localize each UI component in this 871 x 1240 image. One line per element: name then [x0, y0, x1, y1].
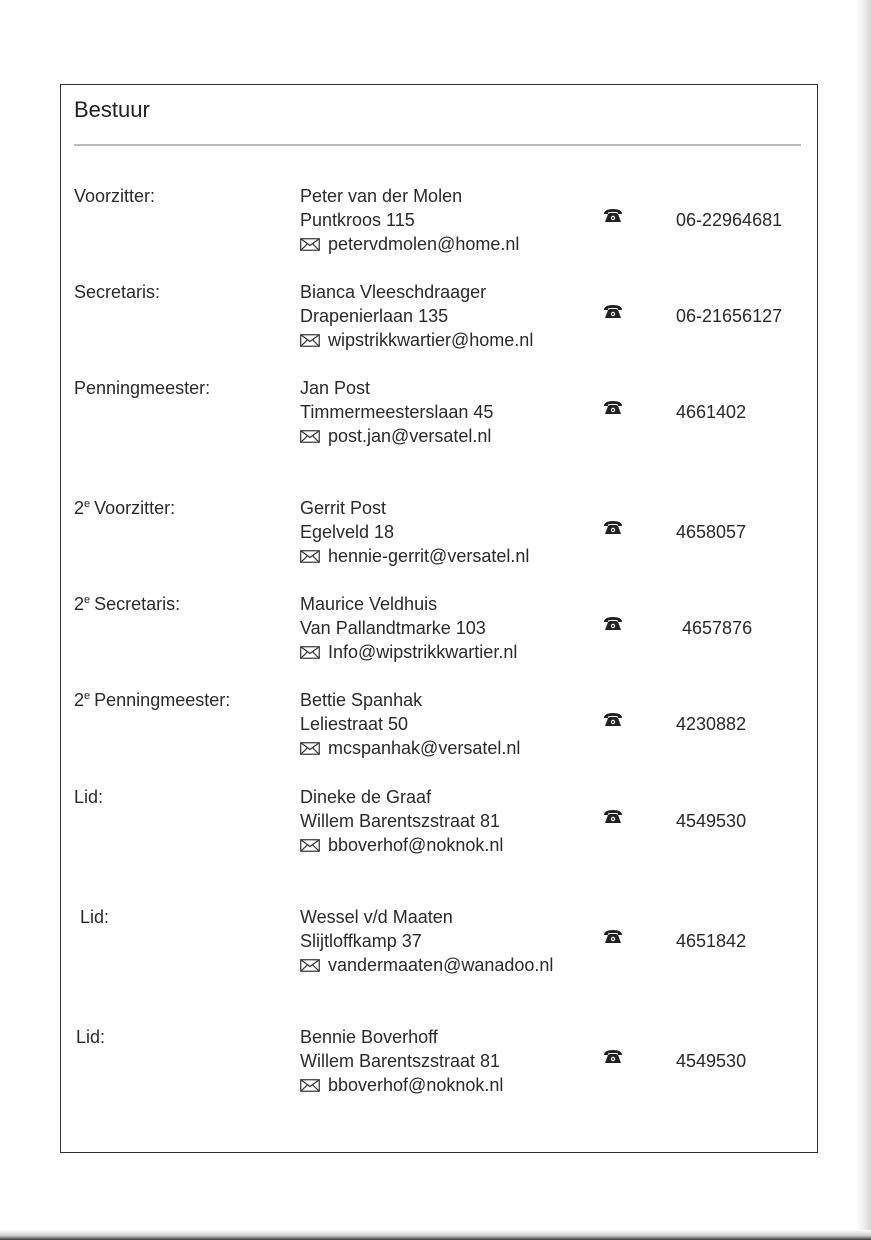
email-address[interactable]: wipstrikkwartier@home.nl [328, 330, 534, 350]
email-address[interactable]: Info@wipstrikkwartier.nl [328, 642, 518, 662]
role-label [80, 905, 109, 929]
email-address[interactable]: hennie-gerrit@versatel.nl [328, 546, 530, 566]
member-address: Timmermeesterslaan 45 [300, 402, 494, 422]
role-label [74, 376, 210, 400]
role-text: Penningmeester: [74, 378, 211, 398]
title-divider [74, 144, 801, 146]
phone-number: 06-22964681 [676, 210, 783, 230]
email-line [300, 544, 529, 568]
telephone-icon [603, 400, 623, 416]
member-name: Bettie Spanhak [300, 690, 423, 710]
phone-number: 4549530 [676, 811, 747, 831]
role-label [74, 688, 230, 712]
member-name: Bianca Vleeschdraager [300, 282, 487, 302]
board-entry [0, 592, 871, 668]
role-ordinal-suffix: e [84, 594, 91, 606]
member-address: Leliestraat 50 [300, 714, 409, 734]
phone-number: 4230882 [676, 714, 747, 734]
telephone-icon [603, 712, 623, 728]
board-entry [0, 184, 871, 260]
page-edge-bottom [0, 1230, 871, 1240]
telephone-icon [603, 809, 623, 825]
member-name: Bennie Boverhoff [300, 1027, 438, 1047]
contact-info [300, 688, 520, 760]
phone-number: 4549530 [676, 1051, 747, 1071]
email-address[interactable]: post.jan@versatel.nl [328, 426, 492, 446]
role-text: Lid: [80, 907, 110, 927]
member-name: Dineke de Graaf [300, 787, 432, 807]
board-entry [0, 905, 871, 981]
email-line [300, 640, 517, 664]
role-ordinal-suffix: e [84, 690, 91, 702]
envelope-icon [300, 550, 320, 563]
role-label [74, 280, 160, 304]
envelope-icon [300, 430, 320, 443]
email-address[interactable]: bboverhof@noknok.nl [328, 835, 504, 855]
role-label [76, 1025, 105, 1049]
envelope-icon [300, 959, 320, 972]
contact-info [300, 592, 517, 664]
contact-info [300, 184, 519, 256]
board-entry [0, 496, 871, 572]
email-line [300, 736, 520, 760]
phone-number: 4661402 [676, 402, 747, 422]
role-text: Penningmeester: [94, 690, 231, 710]
contact-info [300, 376, 493, 448]
member-address: Willem Barentszstraat 81 [300, 811, 501, 831]
role-text: Secretaris: [94, 594, 181, 614]
phone-number: 4657876 [682, 618, 753, 638]
contact-info [300, 785, 503, 857]
role-ordinal-suffix: e [84, 498, 91, 510]
phone-number: 06-21656127 [676, 306, 783, 326]
email-line [300, 424, 493, 448]
role-text: Voorzitter: [74, 186, 156, 206]
role-label [74, 592, 180, 616]
role-label [74, 785, 103, 809]
email-address[interactable]: mcspanhak@versatel.nl [328, 738, 521, 758]
board-entry [0, 688, 871, 764]
member-name: Peter van der Molen [300, 186, 463, 206]
envelope-icon [300, 334, 320, 347]
role-label [74, 184, 155, 208]
contact-info [300, 1025, 503, 1097]
role-text: Voorzitter: [94, 498, 176, 518]
member-address: Drapenierlaan 135 [300, 306, 449, 326]
envelope-icon [300, 742, 320, 755]
role-ordinal: 2 [74, 690, 85, 710]
role-ordinal: 2 [74, 594, 85, 614]
email-address[interactable]: petervdmolen@home.nl [328, 234, 520, 254]
contact-info [300, 280, 533, 352]
telephone-icon [603, 520, 623, 536]
role-text: Secretaris: [74, 282, 161, 302]
role-text: Lid: [74, 787, 104, 807]
phone-number: 4658057 [676, 522, 747, 542]
email-address[interactable]: bboverhof@noknok.nl [328, 1075, 504, 1095]
email-line [300, 953, 553, 977]
contact-info [300, 496, 529, 568]
envelope-icon [300, 1079, 320, 1092]
email-line [300, 232, 519, 256]
email-line [300, 328, 533, 352]
member-name: Jan Post [300, 378, 371, 398]
phone-number: 4651842 [676, 931, 747, 951]
envelope-icon [300, 238, 320, 251]
telephone-icon [603, 208, 623, 224]
telephone-icon [603, 929, 623, 945]
member-address: Van Pallandtmarke 103 [300, 618, 486, 638]
board-entry [0, 376, 871, 452]
telephone-icon [603, 304, 623, 320]
member-name: Maurice Veldhuis [300, 594, 438, 614]
member-name: Wessel v/d Maaten [300, 907, 453, 927]
role-ordinal: 2 [74, 498, 85, 518]
member-name: Gerrit Post [300, 498, 387, 518]
telephone-icon [603, 1049, 623, 1065]
envelope-icon [300, 646, 320, 659]
telephone-icon [603, 616, 623, 632]
email-line [300, 833, 503, 857]
envelope-icon [300, 839, 320, 852]
email-line [300, 1073, 503, 1097]
member-address: Puntkroos 115 [300, 210, 415, 230]
contact-info [300, 905, 553, 977]
email-address[interactable]: vandermaaten@wanadoo.nl [328, 955, 554, 975]
board-entry [0, 785, 871, 861]
board-entry [0, 280, 871, 356]
member-address: Willem Barentszstraat 81 [300, 1051, 501, 1071]
member-address: Egelveld 18 [300, 522, 395, 542]
role-label [74, 496, 175, 520]
page-title: Bestuur [74, 97, 150, 122]
board-entry [0, 1025, 871, 1101]
member-address: Slijtloffkamp 37 [300, 931, 422, 951]
role-text: Lid: [76, 1027, 106, 1047]
